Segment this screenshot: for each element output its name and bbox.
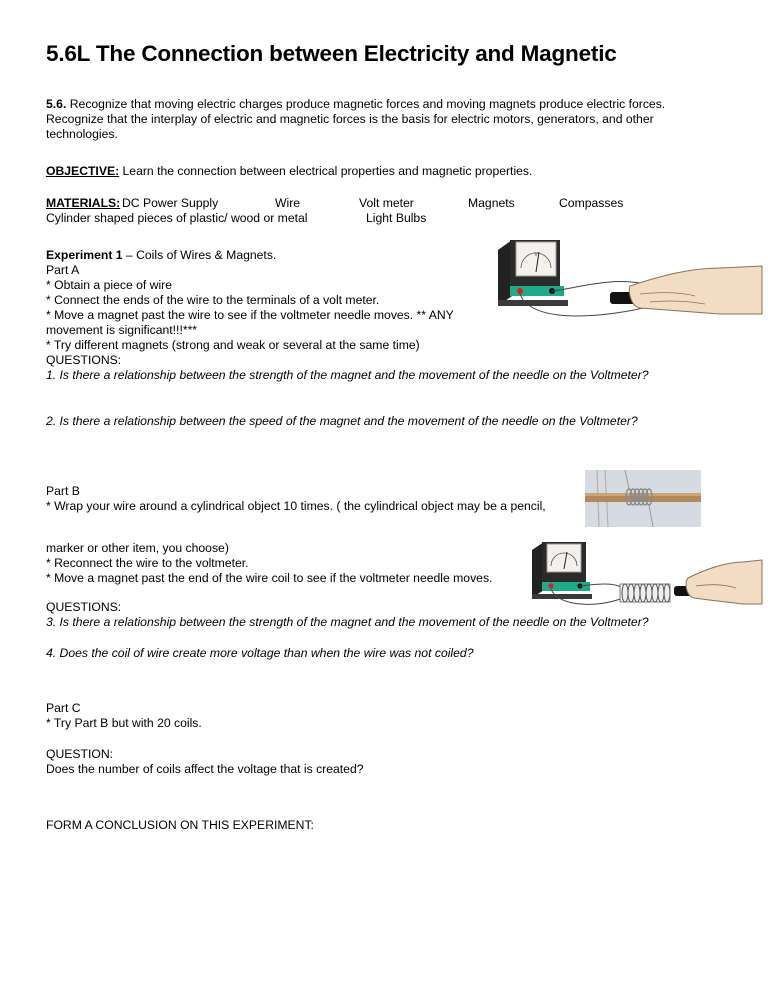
part-a-step: * Obtain a piece of wire bbox=[46, 278, 173, 292]
question-4: 4. Does the coil of wire create more voltage than when the wire was not coiled? bbox=[46, 646, 474, 660]
part-a-step: * Move a magnet past the wire to see if the voltmeter needle moves. ** ANY bbox=[46, 308, 454, 322]
part-c-question-label: QUESTION: bbox=[46, 747, 114, 761]
part-c-question: Does the number of coils affect the voltage that is created? bbox=[46, 762, 364, 776]
standard-line-3: technologies. bbox=[46, 127, 118, 141]
question-2: 2. Is there a relationship between the speed of the magnet and the movement of the needle on the Voltmeter? bbox=[46, 414, 638, 428]
part-a-questions-label: QUESTIONS: bbox=[46, 353, 122, 367]
material-cylinder: Cylinder shaped pieces of plastic/ wood or metal bbox=[46, 211, 308, 225]
part-b-questions-label: QUESTIONS: bbox=[46, 600, 122, 614]
material-dc-power-supply: DC Power Supply bbox=[122, 196, 219, 210]
material-wire: Wire bbox=[275, 196, 301, 210]
voltmeter-icon bbox=[498, 240, 568, 306]
part-b-step-1: * Wrap your wire around a cylindrical object 10 times. ( the cylindrical object may be a pencil, bbox=[46, 499, 546, 513]
objective-text: Learn the connection between electrical properties and magnetic properties. bbox=[122, 164, 533, 178]
hand-magnet-icon bbox=[674, 560, 762, 604]
question-1: 1. Is there a relationship between the strength of the magnet and the movement of the needle on the Voltmeter? bbox=[46, 368, 649, 382]
part-a-step: * Connect the ends of the wire to the terminals of a volt meter. bbox=[46, 293, 380, 307]
part-a-step: movement is significant!!!*** bbox=[46, 323, 198, 337]
materials-label: MATERIALS: bbox=[46, 196, 121, 210]
standard-number: 5.6. bbox=[46, 97, 67, 111]
conclusion-prompt: FORM A CONCLUSION ON THIS EXPERIMENT: bbox=[46, 818, 314, 832]
voltmeter-coil-figure bbox=[528, 532, 764, 610]
standard-line-2: Recognize that the interplay of electric and magnetic forces is the basis for electric motors, generators, and other bbox=[46, 112, 654, 126]
experiment-label: Experiment 1 bbox=[46, 248, 123, 262]
part-c-step: * Try Part B but with 20 coils. bbox=[46, 716, 202, 730]
material-light-bulbs: Light Bulbs bbox=[366, 211, 427, 225]
coil-photo bbox=[585, 470, 701, 527]
part-b-step-1-cont: marker or other item, you choose) bbox=[46, 541, 229, 555]
material-compasses: Compasses bbox=[559, 196, 624, 210]
voltmeter-icon bbox=[532, 542, 592, 599]
part-b-heading: Part B bbox=[46, 484, 80, 498]
standard-text-1: Recognize that moving electric charges produce magnetic forces and moving magnets produce electric forces. bbox=[69, 97, 666, 111]
material-volt-meter: Volt meter bbox=[359, 196, 414, 210]
objective-label: OBJECTIVE: bbox=[46, 164, 120, 178]
experiment-heading bbox=[46, 248, 276, 263]
part-a-step: * Try different magnets (strong and weak or several at the same time) bbox=[46, 338, 420, 352]
page-title: 5.6L The Connection between Electricity and Magnetic bbox=[46, 41, 617, 66]
experiment-title: – Coils of Wires & Magnets. bbox=[122, 248, 277, 262]
standard-line-1 bbox=[46, 97, 665, 112]
objective bbox=[46, 164, 532, 179]
hand-magnet-icon bbox=[610, 266, 762, 314]
material-magnets: Magnets bbox=[468, 196, 515, 210]
voltmeter-magnet-figure bbox=[490, 228, 765, 323]
part-b-step-3: * Move a magnet past the end of the wire coil to see if the voltmeter needle moves. bbox=[46, 571, 493, 585]
part-c-heading: Part C bbox=[46, 701, 81, 715]
wire-coil-icon bbox=[620, 584, 670, 602]
part-a-heading: Part A bbox=[46, 263, 80, 277]
svg-text:V: V bbox=[534, 252, 538, 258]
question-3: 3. Is there a relationship between the strength of the magnet and the movement of the needle on the Voltmeter? bbox=[46, 615, 649, 629]
part-b-step-2: * Reconnect the wire to the voltmeter. bbox=[46, 556, 249, 570]
